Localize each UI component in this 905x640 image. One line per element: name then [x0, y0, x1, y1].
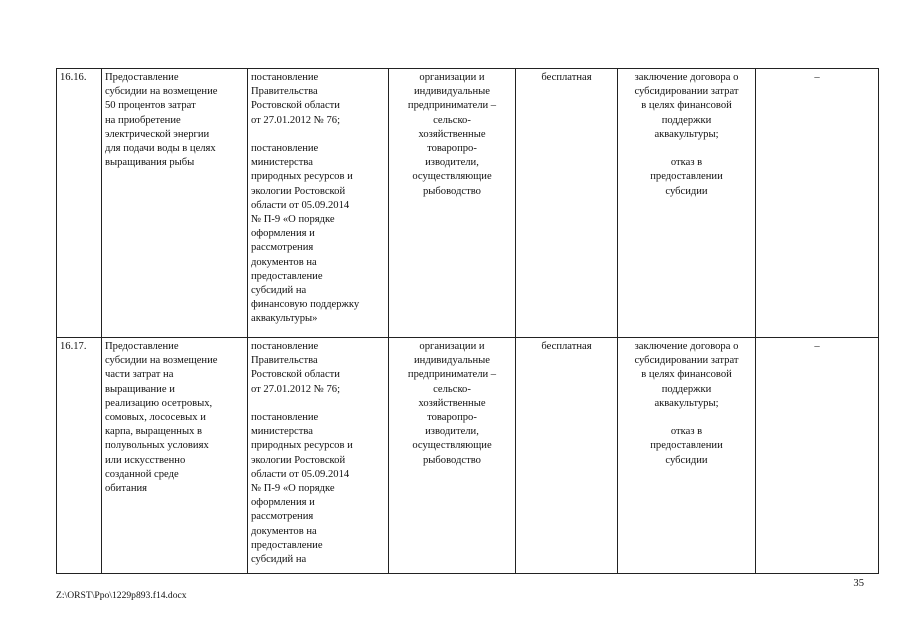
- cell-text-line: министерства: [251, 157, 313, 169]
- cell-text-line: постановление: [251, 143, 319, 154]
- cell-text-line: постановление: [251, 412, 319, 423]
- cell-text-line: предприниматели –: [407, 100, 497, 112]
- cell-text-line: отказ в: [670, 157, 703, 169]
- cell-text-line: предоставление: [251, 270, 323, 282]
- table-row: [57, 338, 879, 574]
- cell-text-line: 50 процентов затрат: [105, 100, 196, 112]
- cell-text-line: выращивания рыбы: [105, 157, 195, 169]
- fee-cell: бесплатная: [516, 69, 618, 338]
- cell-text-line: сельско-: [433, 114, 471, 126]
- cell-text-line: сельско-: [433, 383, 471, 395]
- cell-text-line: хозяйственные: [418, 128, 486, 140]
- cell-text-line: предоставлении: [650, 440, 723, 452]
- cell-text-line: индивидуальные: [413, 86, 491, 98]
- cell-text-line: поддержки: [661, 114, 712, 126]
- cell-text-line: полувольных условиях: [105, 440, 209, 452]
- cell-text-line: Правительства: [251, 86, 318, 98]
- cell-text-line: товаропро-: [427, 143, 477, 155]
- cell-text-line: Предоставление: [105, 72, 179, 83]
- footer-file-path: Z:\ORST\Ppo\1229p893.f14.docx: [56, 590, 187, 601]
- cell-text-line: субсидии на возмещение: [105, 86, 218, 98]
- applicants-cell: [389, 338, 516, 574]
- cell-text-line: субсидировании затрат: [634, 86, 739, 98]
- cell-text-line: аквакультуры;: [654, 128, 719, 140]
- cell-text-line: на приобретение: [105, 114, 181, 126]
- cell-text-line: постановление: [251, 341, 319, 352]
- cell-text-line: сомовых, лососевых и: [105, 412, 206, 424]
- cell-text-line: хозяйственные: [418, 397, 486, 409]
- cell-text-line: реализацию осетровых,: [105, 397, 213, 409]
- cell-text-line: поддержки: [661, 383, 712, 395]
- cell-text-line: осуществляющие: [412, 171, 492, 183]
- cell-text-line: товаропро-: [427, 412, 477, 424]
- cell-text-line: оформления и: [251, 228, 315, 240]
- cell-text-line: от 27.01.2012 № 76;: [251, 383, 341, 395]
- cell-text-line: постановление: [251, 72, 319, 83]
- row-number: 16.17.: [57, 338, 102, 574]
- paragraph-gap: [251, 128, 385, 142]
- cell-text-line: осуществляющие: [412, 440, 492, 452]
- cell-text-line: предприниматели –: [407, 369, 497, 381]
- dash-cell: –: [756, 338, 879, 574]
- legal-basis-cell: [248, 69, 389, 338]
- cell-text-line: созданной среде: [105, 468, 179, 480]
- cell-text-line: карпа, выращенных в: [105, 426, 203, 438]
- cell-text-line: экологии Ростовской: [251, 454, 346, 466]
- cell-text-line: предоставление: [251, 539, 323, 551]
- fee-cell: бесплатная: [516, 338, 618, 574]
- dash-cell: –: [756, 69, 879, 338]
- cell-text-line: в целях финансовой: [641, 369, 732, 381]
- cell-text-line: министерства: [251, 426, 313, 438]
- cell-text-line: субсидий на: [251, 554, 307, 566]
- result-cell: [618, 338, 756, 574]
- cell-text-line: области от 05.09.2014: [251, 199, 350, 211]
- cell-text-line: отказ в: [670, 426, 703, 438]
- cell-text-line: рыбоводство: [423, 185, 481, 197]
- cell-text-line: субсидии на возмещение: [105, 355, 218, 367]
- cell-text-line: выращивание и: [105, 383, 175, 395]
- paragraph-gap: [621, 411, 752, 425]
- cell-text-line: рыбоводство: [423, 454, 481, 466]
- cell-text-line: оформления и: [251, 497, 315, 509]
- cell-text-line: Предоставление: [105, 341, 179, 352]
- cell-text-line: в целях финансовой: [641, 100, 732, 112]
- result-cell: [618, 69, 756, 338]
- cell-text-line: организации и: [419, 341, 485, 352]
- cell-text-line: Правительства: [251, 355, 318, 367]
- cell-text-line: документов на: [251, 525, 317, 537]
- cell-text-line: заключение договора о: [634, 341, 739, 352]
- cell-text-line: электрической энергии: [105, 128, 210, 140]
- cell-text-line: заключение договора о: [634, 72, 739, 83]
- cell-text-line: финансовую поддержку: [251, 299, 360, 311]
- paragraph-gap: [621, 142, 752, 156]
- cell-text-line: организации и: [419, 72, 485, 83]
- cell-text-line: обитания: [105, 483, 148, 495]
- cell-text-line: изводители,: [425, 157, 479, 169]
- legal-basis-cell: [248, 338, 389, 574]
- cell-text-line: природных ресурсов и: [251, 440, 353, 452]
- cell-text-line: субсидировании затрат: [634, 355, 739, 367]
- cell-text-line: Ростовской области: [251, 369, 340, 381]
- service-name-cell: [102, 338, 248, 574]
- cell-text-line: части затрат на: [105, 369, 174, 381]
- row-number: 16.16.: [57, 69, 102, 338]
- cell-text-line: природных ресурсов и: [251, 171, 353, 183]
- service-name-cell: [102, 69, 248, 338]
- cell-text-line: или искусственно: [105, 454, 186, 466]
- paragraph-gap: [251, 397, 385, 411]
- cell-text-line: экологии Ростовской: [251, 185, 346, 197]
- cell-text-line: аквакультуры;: [654, 397, 719, 409]
- cell-text-line: для подачи воды в целях: [105, 143, 216, 155]
- cell-text-line: субсидий на: [251, 285, 307, 297]
- cell-text-line: изводители,: [425, 426, 479, 438]
- cell-text-line: субсидии: [665, 185, 708, 197]
- services-table: [56, 68, 879, 574]
- cell-text-line: Ростовской области: [251, 100, 340, 112]
- cell-text-line: рассмотрения: [251, 242, 314, 254]
- cell-text-line: № П-9 «О порядке: [251, 214, 335, 226]
- cell-text-line: индивидуальные: [413, 355, 491, 367]
- cell-text-line: от 27.01.2012 № 76;: [251, 114, 341, 126]
- cell-text-line: рассмотрения: [251, 511, 314, 523]
- table-row: [57, 69, 879, 338]
- cell-text-line: аквакультуры»: [251, 313, 318, 325]
- cell-text-line: предоставлении: [650, 171, 723, 183]
- applicants-cell: [389, 69, 516, 338]
- cell-text-line: субсидии: [665, 454, 708, 466]
- cell-text-line: области от 05.09.2014: [251, 468, 350, 480]
- cell-text-line: № П-9 «О порядке: [251, 483, 335, 495]
- cell-text-line: документов на: [251, 256, 317, 268]
- page-number: 35: [853, 578, 864, 589]
